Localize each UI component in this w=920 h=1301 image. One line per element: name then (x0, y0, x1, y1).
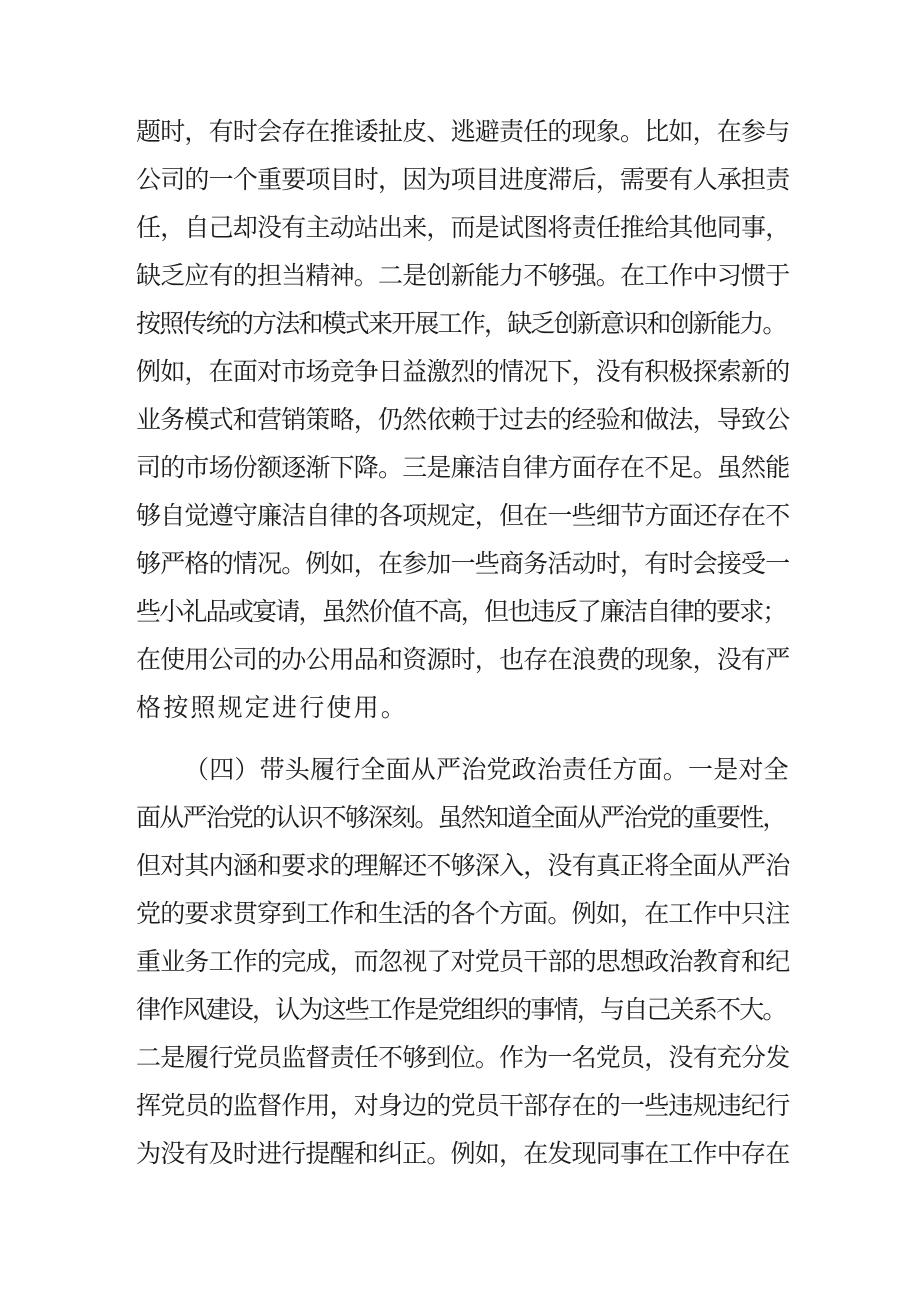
text-line: 缺乏应有的担当精神。二是创新能力不够强。在工作中习惯于 (136, 261, 790, 290)
section-heading-line: （四）带头履行全面从严治党政治责任方面。一是对全 (184, 755, 789, 784)
text-line: 公司的一个重要项目时，因为项目进度滞后，需要有人承担责 (136, 165, 790, 194)
text-line: 够严格的情况。例如，在参加一些商务活动时，有时会接受一 (136, 549, 790, 578)
text-line: 党的要求贯穿到工作和生活的各个方面。例如，在工作中只注 (136, 899, 790, 928)
text-line: 挥党员的监督作用，对身边的党员干部存在的一些违规违纪行 (136, 1091, 790, 1120)
text-line: 例如，在面对市场竞争日益激烈的情况下，没有积极探索新的 (136, 357, 790, 386)
text-line: 为没有及时进行提醒和纠正。例如，在发现同事在工作中存在 (136, 1139, 790, 1168)
text-line: 业务模式和营销策略，仍然依赖于过去的经验和做法，导致公 (136, 405, 790, 434)
text-line: 在使用公司的办公用品和资源时，也存在浪费的现象，没有严 (136, 645, 790, 674)
text-line: 些小礼品或宴请，虽然价值不高，但也违反了廉洁自律的要求； (136, 597, 786, 626)
text-line: 格按照规定进行使用。 (136, 693, 409, 722)
text-line: 任，自己却没有主动站出来，而是试图将责任推给其他同事， (136, 213, 790, 242)
text-line: 重业务工作的完成，而忽视了对党员干部的思想政治教育和纪 (136, 947, 790, 976)
text-line: 司的市场份额逐渐下降。三是廉洁自律方面存在不足。虽然能 (136, 453, 790, 482)
text-line: 二是履行党员监督责任不够到位。作为一名党员，没有充分发 (136, 1043, 790, 1072)
text-line: 够自觉遵守廉洁自律的各项规定，但在一些细节方面还存在不 (136, 501, 790, 530)
text-line: 按照传统的方法和模式来开展工作，缺乏创新意识和创新能力。 (136, 309, 786, 338)
text-line: 但对其内涵和要求的理解还不够深入，没有真正将全面从严治 (136, 851, 790, 880)
text-line: 面从严治党的认识不够深刻。虽然知道全面从严治党的重要性， (136, 803, 786, 832)
text-line: 律作风建设，认为这些工作是党组织的事情，与自己关系不大。 (136, 995, 786, 1024)
text-line: 题时，有时会存在推诿扯皮、逃避责任的现象。比如，在参与 (136, 117, 790, 146)
